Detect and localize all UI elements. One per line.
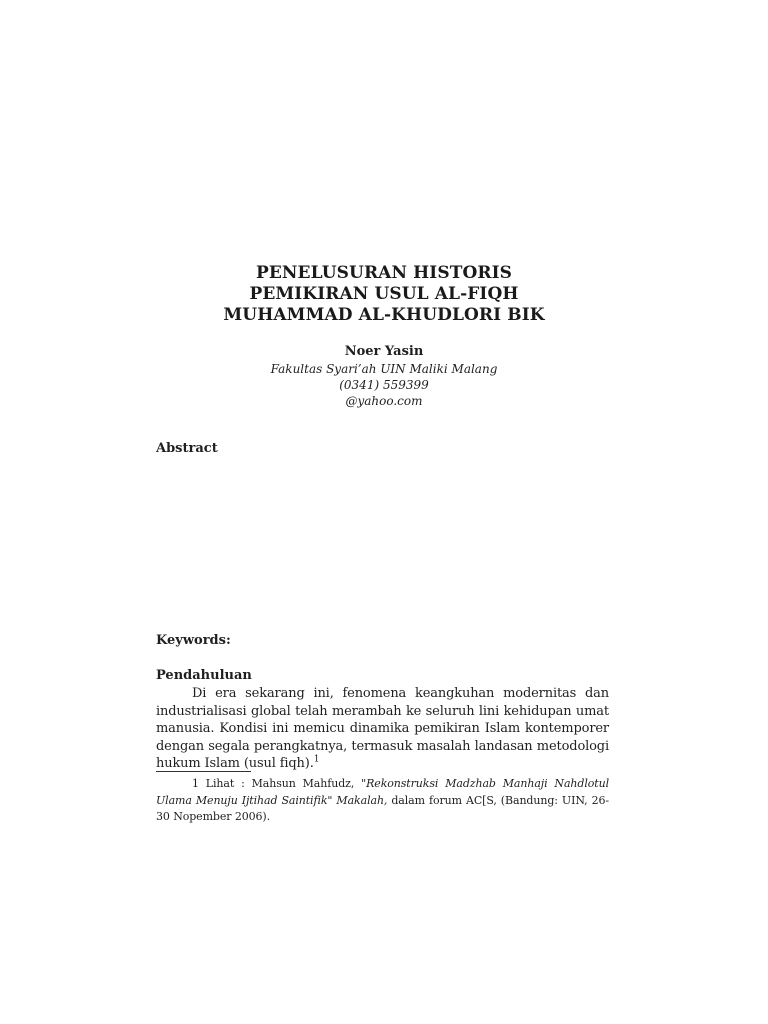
title-line-1: PENELUSURAN HISTORIS	[255, 263, 513, 283]
introduction-paragraph	[156, 685, 609, 773]
author-name: Noer Yasin	[344, 344, 424, 359]
author-email: @yahoo.com	[345, 394, 423, 408]
introduction-heading: Pendahuluan	[156, 668, 252, 683]
footnote-cited-title: "Rekonstruksi Madzhab Manhaji Nahdlotul Ulama Menuju Ijtihad Saintifik" Makalah,	[156, 777, 610, 807]
author-info	[0, 343, 768, 409]
keywords-heading: Keywords:	[156, 633, 231, 648]
title-line-2: PEMIKIRAN USUL AL-FIQH	[249, 284, 519, 304]
introduction-text: Di era sekarang ini, fenomena keangkuhan modernitas dan industrialisasi global telah merambah ke seluruh lini kehidupan umat manusia. Kondisi ini memicu dinamika pemikiran Islam kontemporer dengan segala perangkatnya, termasuk masalah landasan metodologi hukum Islam (usul fiqh).	[156, 686, 609, 771]
author-phone: (0341) 559399	[339, 378, 429, 392]
abstract-heading: Abstract	[156, 441, 218, 456]
footnote-marker: 1	[313, 754, 320, 765]
footnote-suffix: dalam forum AC[S, (Bandung: UIN, 26-30 Nopember 2006).	[156, 793, 609, 823]
footnote-1	[156, 776, 609, 826]
footnote-divider	[156, 771, 251, 772]
author-affiliation: Fakultas Syari’ah UIN Maliki Malang	[270, 362, 498, 376]
paper-title	[0, 263, 768, 326]
footnote-prefix: 1 Lihat : Mahsun Mahfudz,	[192, 777, 362, 790]
title-line-3: MUHAMMAD AL-KHUDLORI BIK	[223, 305, 545, 325]
